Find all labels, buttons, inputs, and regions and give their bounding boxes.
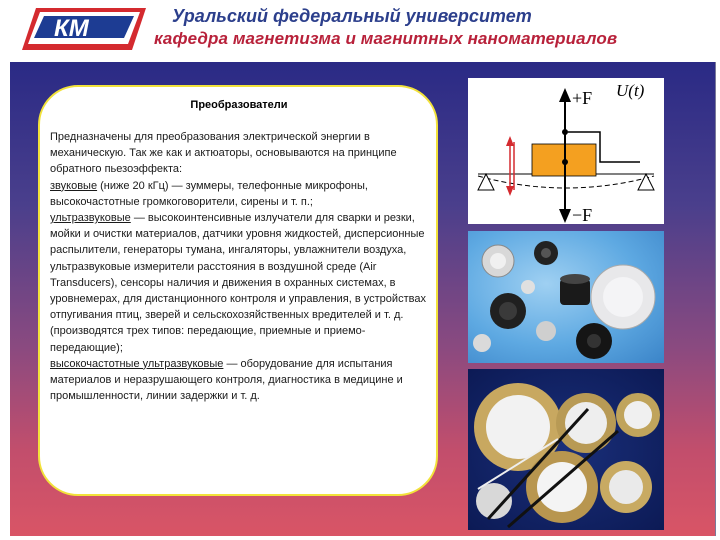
transducer-disk	[473, 334, 491, 352]
panel-body	[50, 129, 428, 404]
term-sound: звуковые	[50, 179, 98, 192]
strain-arrow-down-icon	[506, 186, 514, 196]
department-name: кафедра магнетизма и магнитных наноматериалов	[154, 29, 618, 48]
transducer-disk	[521, 280, 535, 294]
university-name: Уральский федеральный университет	[172, 6, 532, 26]
piezo-disks-photo	[468, 369, 664, 530]
header	[0, 0, 720, 62]
intro-text: Предназначены для преобразования электрической энергии в механическую. Так же как и актюаторы, основываются на принципе обратного пьезоэффекта:	[50, 131, 397, 176]
signal-label: U(t)	[616, 81, 645, 100]
km-logo	[14, 4, 146, 54]
ultrasonic-description: — высокоинтенсивные излучатели для сварки и резки, мойки и очистки материалов, датчики уровня жидкостей, дисперсионные распылители, генераторы тумана, ингаляторы, увлажнители воздуха, ультразвуковые измерители расстояния в воздушной среде (Air Transducers), сенсоры наличия и движения в охранных системах, в уровнемерах, для дистанционного контроля и управления, в устройствах отпугивания птиц, зверей и сельскохозяйственных вредителей и т. д. (производятся трех типов: передающие, приемные и приемо-передающие);	[50, 212, 426, 354]
piezo-diagram	[468, 78, 664, 224]
arrow-down-icon	[559, 209, 571, 223]
strain-arrow-up-icon	[506, 136, 514, 146]
logo-text: КМ	[54, 15, 89, 42]
hf-ultrasonic-description: — оборудование для испытания материалов и неразрушающего контроля, диагностика в медицине и промышленности, линии задержки и т. д.	[50, 357, 403, 403]
arrow-up-icon	[559, 88, 571, 102]
term-hf-ultrasonic: высокочастотные ультразвуковые	[50, 357, 224, 370]
force-minus-label: −F	[572, 205, 593, 224]
text-panel	[38, 85, 438, 496]
force-plus-label: +F	[572, 88, 593, 108]
right-support-icon	[638, 174, 654, 190]
transducers-photo	[468, 231, 664, 363]
panel-title: Преобразователи	[190, 99, 288, 111]
term-ultrasonic: ультразвуковые	[50, 212, 131, 225]
transducer-disk	[536, 321, 556, 341]
sound-description: (ниже 20 кГц) — зуммеры, телефонные микрофоны, высокочастотные громкоговорители, сирены и т. п.;	[50, 179, 368, 208]
